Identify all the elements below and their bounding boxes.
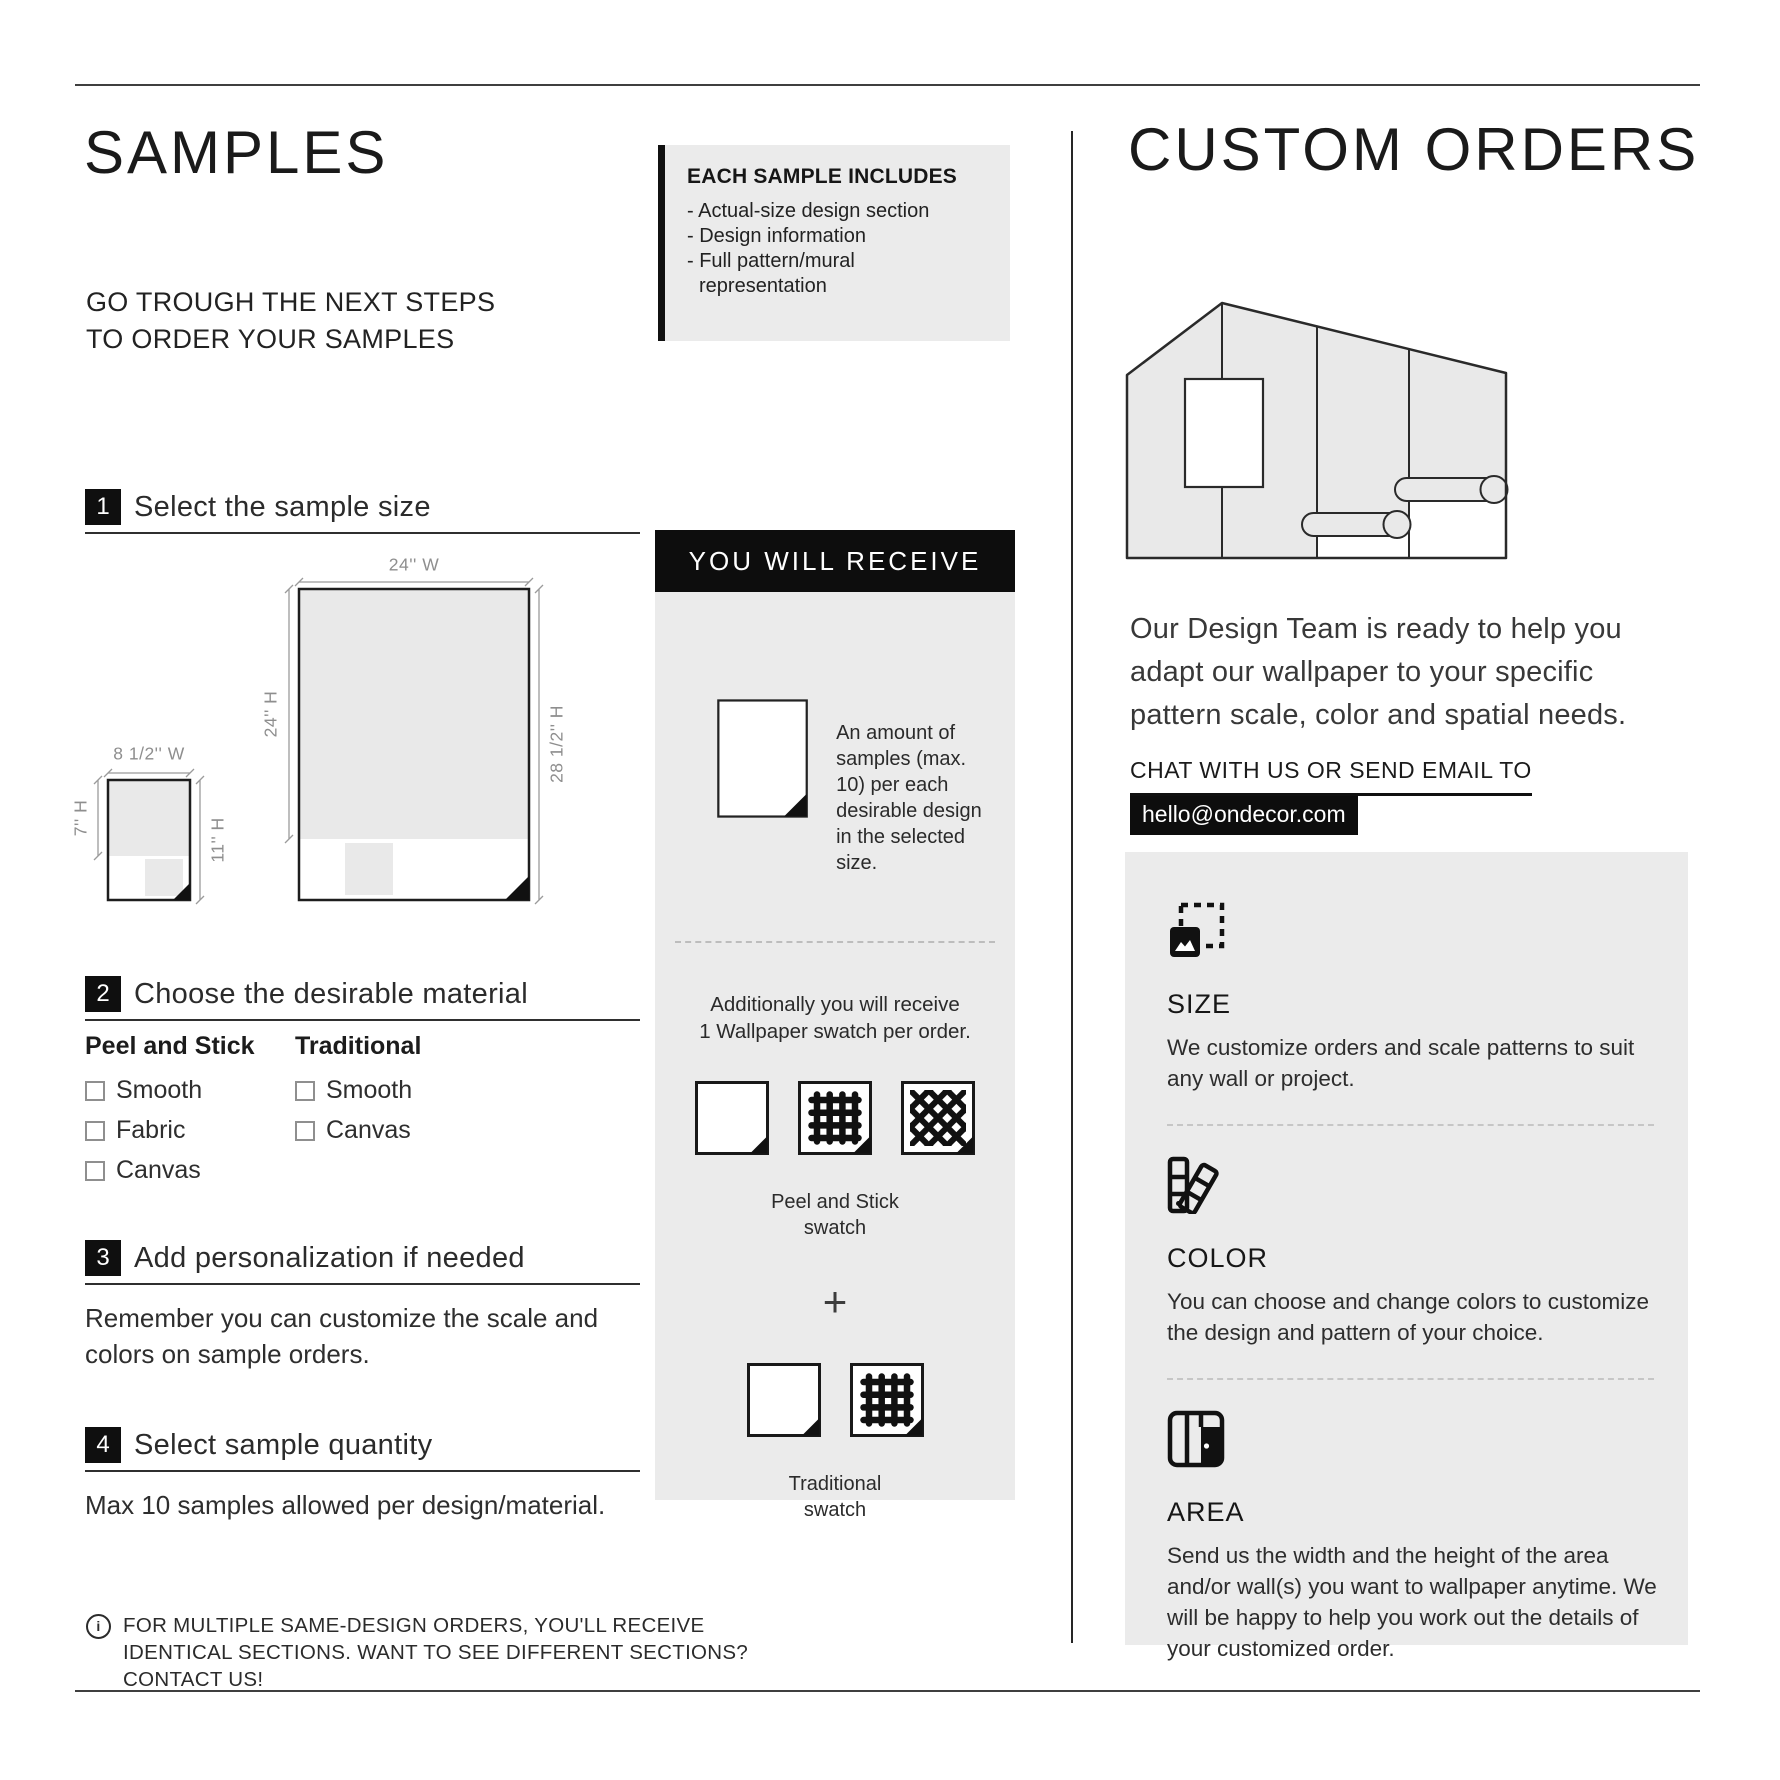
- small-sample-width-label: 8 1/2'' W: [113, 743, 185, 764]
- sample-amount-text: An amount of samples (max. 10) per each desirable design in the selected size.: [836, 722, 982, 874]
- step-4-body: Max 10 samples allowed per design/material.: [85, 1490, 606, 1520]
- peel-swatch-label-line1: Peel and Stick: [771, 1191, 899, 1213]
- info-icon: i: [86, 1614, 111, 1639]
- dashed-divider: [1167, 1124, 1654, 1126]
- material-option-label: Smooth: [116, 1076, 203, 1104]
- grid-texture-swatch-icon: [850, 1363, 924, 1437]
- footnote-text: FOR MULTIPLE SAME-DESIGN ORDERS, YOU'LL RECEIVE IDENTICAL SECTIONS. WANT TO SEE DIFFERENT SECTIONS? CONTACT US!: [123, 1614, 749, 1691]
- area-wall-door-icon: [1167, 1410, 1225, 1468]
- peel-and-stick-column: [85, 1032, 295, 1196]
- step-2-header: [85, 976, 640, 1021]
- email-badge[interactable]: hello@ondecor.com: [1130, 796, 1358, 835]
- samples-subtitle: [86, 284, 495, 358]
- feature-area-text: Send us the width and the height of the area and/or wall(s) you want to wallpaper anytime. We will be happy to help you work out the details of your customized order.: [1167, 1543, 1657, 1661]
- includes-item: - Design information: [687, 224, 984, 249]
- step-1-header: [85, 489, 640, 534]
- top-rule: [75, 84, 1700, 86]
- step-2-number-badge: 2: [85, 976, 121, 1012]
- custom-orders-intro: Our Design Team is ready to help you adapt our wallpaper to your specific pattern scale, color and spatial needs.: [1130, 613, 1627, 731]
- feature-area-heading: AREA: [1167, 1497, 1245, 1527]
- includes-title: EACH SAMPLE INCLUDES: [687, 165, 958, 188]
- material-options: [85, 1032, 421, 1196]
- plus-icon: +: [822, 1278, 848, 1325]
- crosshatch-texture-swatch-icon: [901, 1081, 975, 1155]
- material-option-label: Canvas: [116, 1156, 201, 1184]
- footnote: [86, 1612, 756, 1693]
- dashed-divider: [675, 941, 995, 943]
- step-1-number-badge: 1: [85, 489, 121, 525]
- step-4-header: [85, 1427, 640, 1472]
- feature-size-text: We customize orders and scale patterns to suit any wall or project.: [1167, 1035, 1635, 1091]
- peel-and-stick-swatch-label: [675, 1189, 995, 1241]
- feature-area: [1167, 1410, 1664, 1664]
- sample-size-diagram: [70, 553, 645, 933]
- color-swatches-icon: [1167, 1156, 1225, 1214]
- plain-swatch-icon: [695, 1081, 769, 1155]
- each-sample-includes-box: [658, 145, 1010, 341]
- traditional-column: [295, 1032, 421, 1196]
- you-will-receive-banner: YOU WILL RECEIVE: [655, 530, 1015, 592]
- includes-item: - Actual-size design section: [687, 199, 984, 224]
- custom-features-panel: [1125, 852, 1688, 1661]
- feature-color-text: You can choose and change colors to customize the design and pattern of your choice.: [1167, 1289, 1649, 1345]
- sample-amount-row: [717, 692, 995, 876]
- feature-color: [1167, 1156, 1664, 1348]
- large-sample-right-height-label: 28 1/2'' H: [546, 705, 567, 783]
- small-sample-right-height-label: 11'' H: [207, 817, 228, 863]
- checkbox-icon[interactable]: [85, 1081, 105, 1101]
- step-3-number-badge: 3: [85, 1240, 121, 1276]
- step-4-number-badge: 4: [85, 1427, 121, 1463]
- material-option-label: Fabric: [116, 1116, 186, 1144]
- includes-item: - Full pattern/mural representation: [687, 249, 984, 299]
- additional-swatch-text-line2: 1 Wallpaper swatch per order.: [699, 1020, 971, 1043]
- additional-swatch-text: [675, 991, 995, 1045]
- step-3-header: [85, 1240, 640, 1285]
- feature-size-heading: SIZE: [1167, 989, 1232, 1019]
- sample-sheet-icon: [717, 692, 808, 825]
- step-3-body: Remember you can customize the scale and colors on sample orders.: [85, 1303, 599, 1369]
- you-will-receive-panel: [655, 592, 1015, 1521]
- checkbox-icon[interactable]: [295, 1081, 315, 1101]
- house-graphic: [1125, 295, 1515, 565]
- material-option-fabric[interactable]: [85, 1116, 295, 1145]
- feature-size: [1167, 902, 1664, 1094]
- samples-subtitle-line1: GO TROUGH THE NEXT STEPS: [86, 287, 496, 317]
- peel-swatch-label-line2: swatch: [803, 1217, 867, 1239]
- peel-and-stick-swatch-row: [675, 1081, 995, 1155]
- material-option-canvas-traditional[interactable]: [295, 1116, 421, 1145]
- additional-swatch-text-line1: Additionally you will receive: [710, 993, 960, 1016]
- small-sample-left-height-label: 7'' H: [70, 799, 91, 837]
- dashed-divider: [1167, 1378, 1654, 1380]
- step-2-title: Choose the desirable material: [134, 977, 528, 1010]
- step-1-title: Select the sample size: [134, 490, 431, 523]
- material-option-label: Smooth: [326, 1076, 413, 1104]
- traditional-swatch-label: [675, 1471, 995, 1523]
- plain-swatch-icon: [747, 1363, 821, 1437]
- step-3-title: Add personalization if needed: [134, 1241, 525, 1274]
- material-option-smooth[interactable]: [85, 1076, 295, 1105]
- custom-orders-section-title: CUSTOM ORDERS: [1128, 116, 1700, 183]
- large-sample-width-label: 24'' W: [388, 554, 440, 575]
- checkbox-icon[interactable]: [85, 1161, 105, 1181]
- traditional-title: Traditional: [295, 1032, 422, 1060]
- large-sample-left-height-label: 24'' H: [260, 690, 281, 738]
- material-option-label: Canvas: [326, 1116, 411, 1144]
- column-divider: [1071, 131, 1073, 1643]
- checkbox-icon[interactable]: [295, 1121, 315, 1141]
- traditional-swatch-row: [675, 1363, 995, 1437]
- traditional-swatch-label-line1: Traditional: [788, 1473, 882, 1495]
- traditional-swatch-label-line2: swatch: [803, 1499, 867, 1521]
- wallpaper-house-illustration: [1125, 295, 1515, 565]
- feature-color-heading: COLOR: [1167, 1243, 1269, 1273]
- samples-section-title: SAMPLES: [84, 119, 389, 186]
- material-option-canvas[interactable]: [85, 1156, 295, 1185]
- samples-subtitle-line2: TO ORDER YOUR SAMPLES: [86, 324, 455, 354]
- size-crop-image-icon: [1167, 902, 1225, 960]
- step-4-title: Select sample quantity: [134, 1428, 433, 1461]
- peel-and-stick-title: Peel and Stick: [85, 1032, 255, 1060]
- grid-texture-swatch-icon: [798, 1081, 872, 1155]
- material-option-smooth-traditional[interactable]: [295, 1076, 421, 1105]
- checkbox-icon[interactable]: [85, 1121, 105, 1141]
- chat-with-us-label: CHAT WITH US OR SEND EMAIL TO: [1130, 757, 1532, 796]
